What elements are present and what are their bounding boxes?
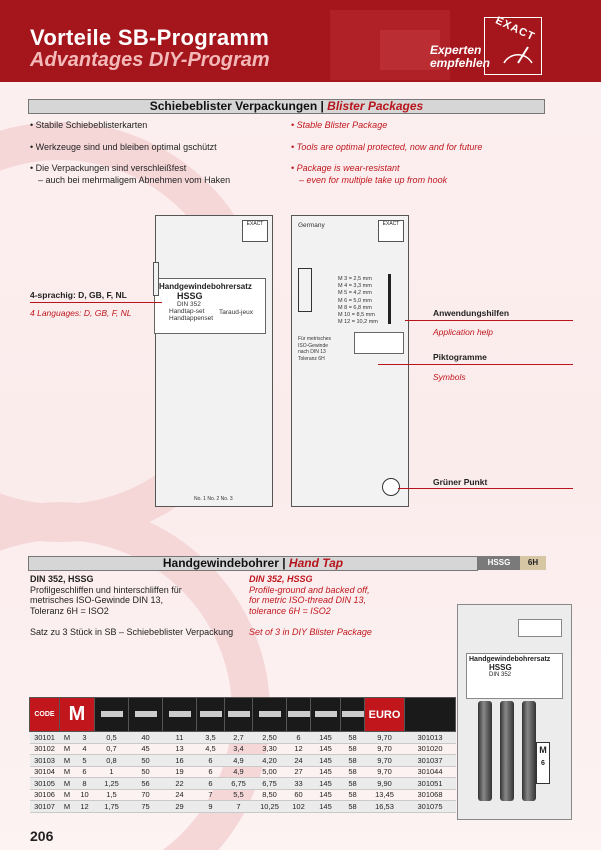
col-length-icon xyxy=(129,698,163,732)
m-size-badge xyxy=(536,742,550,784)
page-number: 206 xyxy=(30,828,54,844)
table-cell: 301075 xyxy=(405,801,456,813)
table-row xyxy=(30,801,456,813)
size-3: M 5 = 4,2 mm xyxy=(338,290,372,297)
handtap-de-3: metrisches ISO-Gewinde DIN 13, xyxy=(30,595,164,605)
table-cell: 301013 xyxy=(405,732,456,744)
ann-picto-en: Symbols xyxy=(433,372,466,382)
table-cell: 58 xyxy=(341,732,365,744)
table-cell: 6 xyxy=(197,755,225,767)
bullet-en-2: • Tools are optimal protected, now and for future xyxy=(291,141,483,152)
table-cell: 0,8 xyxy=(95,755,129,767)
table-cell: 60 xyxy=(287,789,311,801)
m-badge-sub: 6 xyxy=(541,760,545,767)
table-cell: 13,45 xyxy=(365,789,405,801)
table-cell: M xyxy=(60,766,75,778)
table-cell: 19 xyxy=(163,766,197,778)
table-cell: 13 xyxy=(163,743,197,755)
col-code xyxy=(30,698,60,732)
handtap-de-2: Profilgeschliffen und hinterschliffen für xyxy=(30,584,182,595)
table-cell: 6,75 xyxy=(253,778,287,790)
note-2: ISO-Gewinde xyxy=(298,342,329,349)
table-cell: 1,75 xyxy=(95,801,129,813)
table-cell: 6,75 xyxy=(225,778,253,790)
bullet-en-3: • Package is wear-resistant xyxy=(291,163,400,173)
handtap-en-4: tolerance 6H = ISO2 xyxy=(249,605,331,616)
table-cell: 58 xyxy=(341,801,365,813)
table-row xyxy=(30,743,456,755)
table-cell: 3,5 xyxy=(197,732,225,744)
table-cell: 301051 xyxy=(405,778,456,790)
bullet-de-2: • Werkzeuge sind und bleiben optimal gschützt xyxy=(30,141,217,152)
logo-brand: EXACT xyxy=(493,14,537,44)
table-cell: 40 xyxy=(129,732,163,744)
table-cell: M xyxy=(60,801,75,813)
size-1: M 3 = 2,5 mm xyxy=(338,276,372,282)
col-m xyxy=(60,698,95,732)
table-row xyxy=(30,766,456,778)
bullet-de-3: • Die Verpackungen sind verschleißfest xyxy=(30,163,187,173)
green-dot-icon xyxy=(382,478,400,496)
table-cell: M xyxy=(60,743,75,755)
table-cell: 5,00 xyxy=(253,766,287,778)
table-cell: 3,30 xyxy=(253,743,287,755)
table-cell: 4,9 xyxy=(225,755,253,767)
col-m-label: M xyxy=(68,703,86,725)
table-row xyxy=(30,755,456,767)
bar-handtap-en: Hand Tap xyxy=(288,556,344,570)
page-header xyxy=(0,0,601,82)
table-cell: 6 xyxy=(197,766,225,778)
table-cell: 30104 xyxy=(30,766,60,778)
note-3: nach DIN 13 xyxy=(298,349,326,355)
table-cell: 11 xyxy=(163,732,197,744)
table-cell: 9,70 xyxy=(365,755,405,767)
note-4: Toleranz 6H xyxy=(298,355,325,362)
spec-table xyxy=(29,697,456,813)
tap-pictogram-icon xyxy=(298,268,312,312)
table-cell: 5 xyxy=(74,755,94,767)
handtap-de xyxy=(30,574,233,638)
title-de: Vorteile SB-Programm xyxy=(30,25,270,50)
hssg-6h-tag xyxy=(478,556,546,570)
table-cell: 301037 xyxy=(405,755,456,767)
leader-line-picto xyxy=(378,364,573,365)
bar-en: Blister Packages xyxy=(327,99,424,113)
table-cell: 16,53 xyxy=(365,801,405,813)
pkg2-country: Germany xyxy=(298,222,325,229)
table-cell: 145 xyxy=(311,789,341,801)
col-square-icon xyxy=(225,698,253,732)
table-cell: 56 xyxy=(129,778,163,790)
table-cell: 4,20 xyxy=(253,755,287,767)
table-row xyxy=(30,789,456,801)
ann-app-en: Application help xyxy=(433,327,494,337)
pkg1-l1: Handtap-set xyxy=(169,308,205,315)
size-5: M 8 = 6,8 mm xyxy=(338,304,372,311)
table-cell: 5,5 xyxy=(225,789,253,801)
table-cell: 4,9 xyxy=(225,766,253,778)
pictogram-icon xyxy=(354,332,404,354)
blister-package-back xyxy=(291,215,409,507)
table-cell: 145 xyxy=(311,755,341,767)
handtap-de-1: DIN 352, HSSG xyxy=(30,574,94,584)
logo-text-empfehlen: empfehlen xyxy=(430,56,491,70)
table-cell: 24 xyxy=(163,789,197,801)
table-cell: 145 xyxy=(311,743,341,755)
ann-languages-de: 4-sprachig: D, GB, F, NL xyxy=(30,290,127,300)
pkg1-l3: Handtappenset xyxy=(169,315,214,322)
leader-line xyxy=(30,302,162,303)
table-cell: M xyxy=(60,778,75,790)
table-cell: 145 xyxy=(311,732,341,744)
exact-tag-icon: EXACT xyxy=(242,220,268,242)
col-drill-icon xyxy=(253,698,287,732)
table-cell: 27 xyxy=(287,766,311,778)
handtap-package xyxy=(457,604,572,820)
table-cell: 145 xyxy=(311,801,341,813)
size-4: M 6 = 5,0 mm xyxy=(338,297,372,304)
table-cell: 16 xyxy=(163,755,197,767)
table-cell: 4,5 xyxy=(197,743,225,755)
table-cell: 50 xyxy=(129,755,163,767)
size-7: M 12 = 10,2 mm xyxy=(338,319,378,326)
col-thread-icon xyxy=(163,698,197,732)
gauge-icon xyxy=(498,33,538,73)
table-cell: 102 xyxy=(287,801,311,813)
exact-tag-icon-back: EXACT xyxy=(378,220,404,242)
leader-line-app xyxy=(405,320,573,321)
table-cell: 145 xyxy=(311,766,341,778)
logo-text-experten: Experten xyxy=(430,43,482,57)
pkg2-note xyxy=(298,336,331,362)
ann-app-de: Anwendungshilfen xyxy=(433,308,510,318)
blister-package-front xyxy=(155,215,273,507)
handtap-en xyxy=(249,574,372,638)
tap-tool-1 xyxy=(478,701,492,801)
ann-dot-de: Grüner Punkt xyxy=(433,477,488,487)
col-width-icon xyxy=(341,698,365,732)
table-cell: 0,7 xyxy=(95,743,129,755)
section-bar-blister xyxy=(28,99,545,114)
bar-handtap-de: Handgewindebohrer | xyxy=(162,556,289,570)
table-cell: 30106 xyxy=(30,789,60,801)
hp-sub: HSSG xyxy=(489,663,512,672)
table-cell: 30103 xyxy=(30,755,60,767)
table-cell: M xyxy=(60,732,75,744)
pkg1-sub: HSSG xyxy=(177,291,203,301)
pkg2-sizes xyxy=(338,276,378,326)
bullet-en-1: • Stable Blister Package xyxy=(291,120,388,130)
handtap-set-en: Set of 3 in DIY Blister Package xyxy=(249,627,372,637)
table-cell: 1,5 xyxy=(95,789,129,801)
table-cell: 10,25 xyxy=(253,801,287,813)
table-cell: 9,70 xyxy=(365,766,405,778)
table-cell: 7 xyxy=(225,801,253,813)
table-cell: 50 xyxy=(129,766,163,778)
pkg1-l2: Taraud-jeux xyxy=(219,309,253,316)
col-shank-icon xyxy=(197,698,225,732)
col-code-label: CODE xyxy=(34,711,55,718)
table-cell: 2,50 xyxy=(253,732,287,744)
exact-logo xyxy=(428,13,552,77)
table-cell: M xyxy=(60,789,75,801)
tap-tool-3 xyxy=(522,701,536,801)
tap-tool-2 xyxy=(500,701,514,801)
section-bar-handtap xyxy=(28,556,478,571)
table-cell: 12 xyxy=(287,743,311,755)
m-badge-letter: M xyxy=(539,745,547,755)
drill-icon xyxy=(388,274,391,324)
ann-picto-de: Piktogramme xyxy=(433,352,487,362)
col-ean xyxy=(405,698,456,732)
table-cell: 301044 xyxy=(405,766,456,778)
table-cell: 58 xyxy=(341,743,365,755)
table-row xyxy=(30,732,456,744)
table-cell: 9,90 xyxy=(365,778,405,790)
table-cell: 30101 xyxy=(30,732,60,744)
table-cell: 3,4 xyxy=(225,743,253,755)
table-cell: 10 xyxy=(74,789,94,801)
blister-hook xyxy=(153,262,159,296)
table-cell: 145 xyxy=(311,778,341,790)
table-cell: 9,70 xyxy=(365,743,405,755)
table-cell: 22 xyxy=(163,778,197,790)
handtap-en-1: DIN 352, HSSG xyxy=(249,574,313,584)
table-cell: 58 xyxy=(341,778,365,790)
bullet-en-4: – even for multiple take up from hook xyxy=(299,174,448,185)
leader-line-dot xyxy=(398,488,573,489)
size-6: M 10 = 8,5 mm xyxy=(338,312,375,319)
table-cell: 58 xyxy=(341,789,365,801)
table-cell: 33 xyxy=(287,778,311,790)
bar-de: Schiebeblister Verpackungen | xyxy=(149,99,328,113)
table-cell: 7 xyxy=(197,789,225,801)
note-1: Für metrisches xyxy=(298,336,332,342)
pkg1-din: DIN 352 xyxy=(177,301,201,308)
table-cell: 8,50 xyxy=(253,789,287,801)
bullets-en xyxy=(291,120,482,196)
bullet-de-1: • Stabile Schiebeblisterkarten xyxy=(30,120,148,130)
ean-badge xyxy=(518,619,562,637)
handtap-set-de: Satz zu 3 Stück in SB – Schiebeblister Verpackung xyxy=(30,627,234,637)
handtap-de-4: Toleranz 6H = ISO2 xyxy=(30,605,109,616)
table-cell: 301020 xyxy=(405,743,456,755)
table-cell: 6 xyxy=(197,778,225,790)
tag-6h: 6H xyxy=(520,556,546,570)
table-cell: 58 xyxy=(341,755,365,767)
col-euro-label: EURO xyxy=(368,708,401,721)
table-cell: 9,70 xyxy=(365,732,405,744)
table-cell: 0,5 xyxy=(95,732,129,744)
size-2: M 4 = 3,3 mm xyxy=(338,283,372,290)
table-cell: 70 xyxy=(129,789,163,801)
table-cell: 75 xyxy=(129,801,163,813)
table-cell: 1 xyxy=(95,766,129,778)
table-cell: 301068 xyxy=(405,789,456,801)
table-cell: 30107 xyxy=(30,801,60,813)
tag-hssg: HSSG xyxy=(478,556,520,570)
table-cell: 30105 xyxy=(30,778,60,790)
handtap-en-2: Profile-ground and backed off, xyxy=(249,584,370,595)
handtap-label xyxy=(466,653,563,699)
table-cell: 45 xyxy=(129,743,163,755)
table-cell: 9 xyxy=(197,801,225,813)
table-cell: 3 xyxy=(74,732,94,744)
title-en: Advantages DIY-Program xyxy=(30,49,270,71)
hp-din: DIN 352 xyxy=(489,672,512,678)
col-height-icon xyxy=(311,698,341,732)
col-pitch-icon xyxy=(95,698,129,732)
handtap-en-3: for metric ISO-thread DIN 13, xyxy=(249,595,367,605)
table-cell: 58 xyxy=(341,766,365,778)
table-cell: 29 xyxy=(163,801,197,813)
ann-languages-en: 4 Languages: D, GB, F, NL xyxy=(30,308,132,318)
hp-title: Handgewindebohrersatz xyxy=(469,656,551,663)
table-cell: 6 xyxy=(74,766,94,778)
table-row xyxy=(30,778,456,790)
table-cell: 24 xyxy=(287,755,311,767)
table-cell: 2,7 xyxy=(225,732,253,744)
pkg1-nos: No. 1 No. 2 No. 3 xyxy=(194,496,233,502)
bullet-de-4: – auch bei mehrmaligem Abnehmen vom Haken xyxy=(38,174,231,185)
table-cell: 4 xyxy=(74,743,94,755)
table-cell: 8 xyxy=(74,778,94,790)
table-cell: 1,25 xyxy=(95,778,129,790)
table-cell: 6 xyxy=(287,732,311,744)
table-cell: 30102 xyxy=(30,743,60,755)
package-label xyxy=(154,278,266,334)
pkg1-title: Handgewindebohrersatz xyxy=(159,282,252,291)
bullets-de xyxy=(30,120,230,196)
col-weight-icon xyxy=(287,698,311,732)
table-cell: M xyxy=(60,755,75,767)
col-euro xyxy=(365,698,405,732)
table-cell: 12 xyxy=(74,801,94,813)
